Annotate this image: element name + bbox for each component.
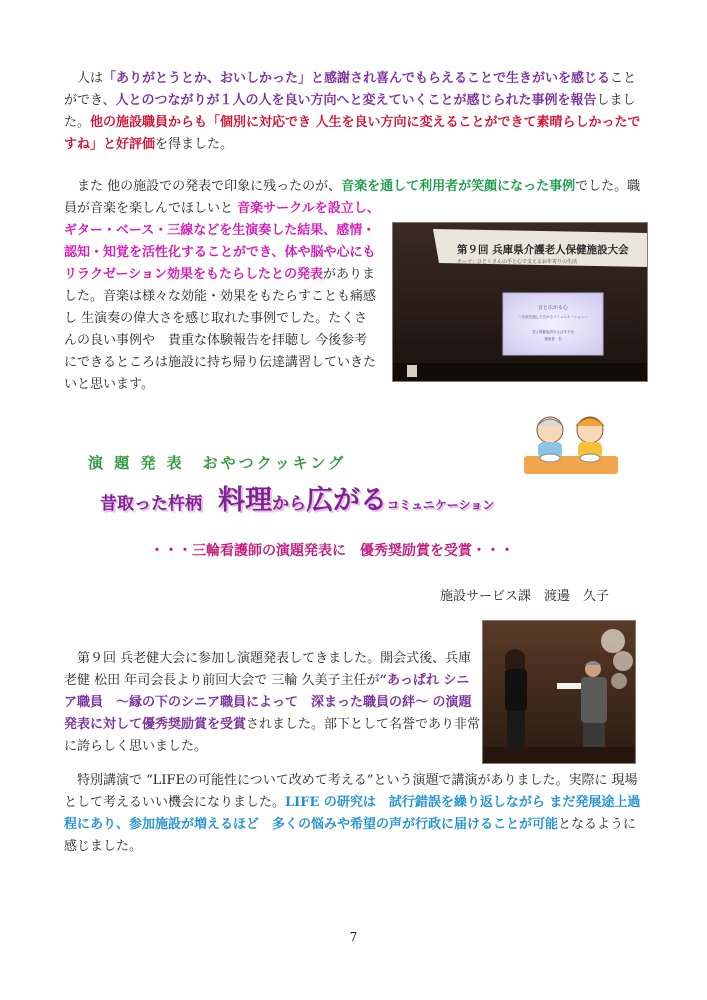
screen-title: 音と広がる心	[537, 305, 569, 311]
text: また 他の施設での発表で印象に残ったのが、	[64, 179, 342, 194]
title-part: 料理	[218, 485, 273, 516]
award-ceremony-photo	[482, 620, 636, 764]
text: されました。部下として名誉であり非常に誇らしく思いました。	[64, 717, 481, 754]
text: しました。	[64, 93, 636, 130]
text: 人は	[64, 71, 104, 86]
banner-title: 第９回 兵庫県介護老人保健施設大会	[457, 244, 629, 256]
screen-line: 発表者 名	[544, 337, 562, 341]
emphasis-text: 人とのつながりが１人の人を良い方向へと変えていくことが感じられた事例を報告	[115, 93, 597, 108]
paragraph-lecture	[64, 770, 644, 858]
text: ことができ、	[64, 71, 637, 108]
text: を得ました。	[155, 137, 234, 152]
text: 第９回 兵老健大会に参加し演題発表してきました。開会式後、兵庫老健 松田 年司会長より前回大会で 三輪 久美子主任が	[64, 651, 472, 688]
paragraph-intro	[64, 68, 644, 156]
title-part: 広がる	[306, 485, 388, 516]
title-part: コミュニケーション	[387, 498, 495, 512]
text: 特別講演で “LIFEの可能性について改めて考える”という演題で講演がありました。実際に 現場として考えるいい機会になりました。	[64, 773, 638, 810]
emphasis-text: “あっぱれ シニア職員 〜縁の下のシニア職員によって 深まった職員の絆〜 の演題発表に対して優秀奨励賞を受賞	[64, 673, 472, 732]
evaluation-text: 他の施設職員からも「個別に対応でき 人生を良い方向に変えることができて素晴らしかったですね」と好評価	[64, 115, 641, 152]
category-heading: 演 題 発 表 おやつクッキング	[88, 454, 347, 472]
title-part: 昔取った杵柄	[100, 494, 202, 514]
emphasis-text: 音楽を通して利用者が笑顔になった事例	[341, 179, 576, 194]
page-number: 7	[349, 930, 358, 944]
cooking-illustration-image	[520, 408, 620, 478]
author-line: 施設サービス課 渡邊 久子	[440, 589, 610, 604]
emphasis-text: と感謝され喜んでもらえることで生きがいを感じる	[311, 71, 611, 86]
screen-line: 老人保健施設あるばす平田	[532, 330, 574, 334]
conference-photo	[392, 222, 648, 382]
title-part: から	[272, 494, 307, 514]
quote-text: 「ありがとうとか、おいしかった」	[103, 71, 312, 86]
award-line: ・・・三輪看護師の演題発表に 優秀奨励賞を受賞・・・	[150, 543, 514, 559]
text: がありました。音楽は様々な効能・効果をもたらすことも痛感し 生演奏の偉大さを感じ取れた事例でした。たくさんの良い事例や 貴重な体験報告を拝聴し 今後参考にできるところは施設に持ち帰り伝達講習していきたいと思います。	[64, 267, 377, 392]
text: となるように感じました。	[64, 817, 637, 854]
emphasis-text: 音楽サークルを設立し、ギター・ベース・三線などを生演奏した結果、感情・認知・知覚を活性化することができ、体や脳や心にもリラクゼーション効果をもたらしたとの発表	[64, 201, 380, 282]
emphasis-text: LIFE の研究は 試行錯誤を繰り返しながら まだ発展途上過程にあり、参加施設が増えるほど 多くの悩みや希望の声が行政に届けることが可能	[64, 795, 641, 832]
cooking-illustration	[520, 408, 620, 478]
text: でした。職員が音楽を楽しんでほしいと	[64, 179, 641, 216]
conference-photo-image	[393, 223, 647, 381]
presentation-title	[100, 478, 620, 517]
award-ceremony-photo-image	[483, 621, 635, 763]
banner-subtitle: テーマ：ひとくさんの手と心で支えるお年寄りの生活	[457, 259, 578, 265]
screen-line: 〜音楽を通して広がるコミュニケーション〜	[518, 315, 588, 319]
